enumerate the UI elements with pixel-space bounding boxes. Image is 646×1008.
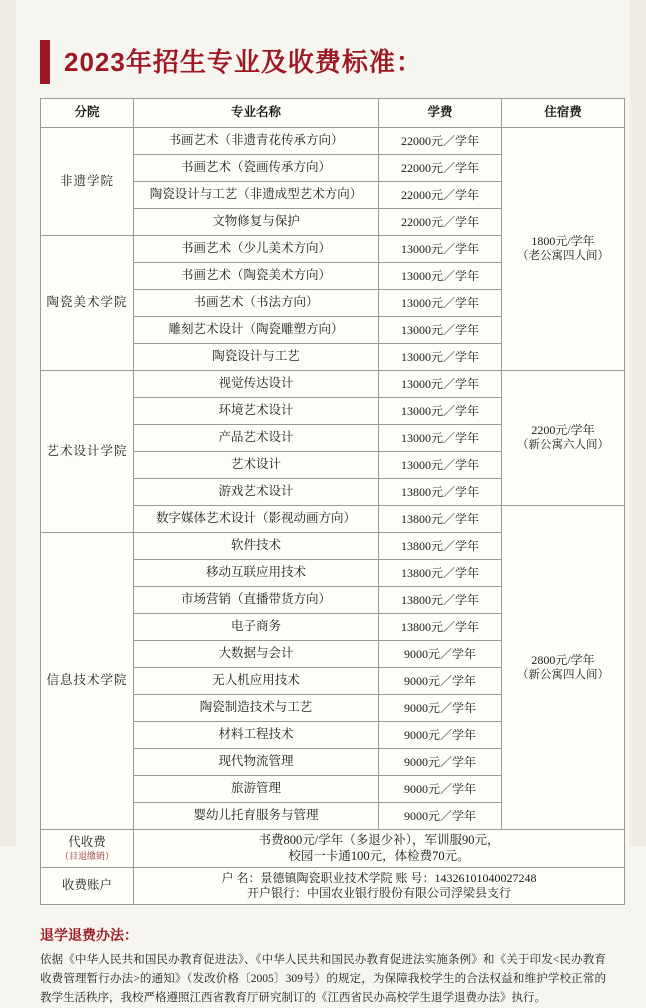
page-edge-left bbox=[0, 0, 16, 846]
major-cell: 无人机应用技术 bbox=[134, 668, 379, 695]
misc-fee-row bbox=[41, 830, 625, 868]
tuition-cell: 13000元／学年 bbox=[379, 317, 502, 344]
major-cell: 文物修复与保护 bbox=[134, 209, 379, 236]
major-cell: 环境艺术设计 bbox=[134, 398, 379, 425]
dept-cell: 艺术设计学院 bbox=[41, 371, 134, 533]
tuition-cell: 13000元／学年 bbox=[379, 290, 502, 317]
misc-fee-content bbox=[134, 830, 625, 868]
tuition-cell: 9000元／学年 bbox=[379, 749, 502, 776]
dorm-price: 2200元/学年 bbox=[531, 423, 595, 438]
refund-policy-section bbox=[40, 925, 606, 1008]
major-cell: 数字媒体艺术设计（影视动画方向） bbox=[134, 506, 379, 533]
major-cell: 旅游管理 bbox=[134, 776, 379, 803]
header-dept: 分院 bbox=[41, 99, 134, 128]
tuition-cell: 22000元／学年 bbox=[379, 209, 502, 236]
tuition-cell: 13000元／学年 bbox=[379, 452, 502, 479]
major-cell: 软件技术 bbox=[134, 533, 379, 560]
major-cell: 书画艺术（瓷画传承方向） bbox=[134, 155, 379, 182]
refund-policy-title: 退学退费办法： bbox=[40, 927, 138, 944]
major-cell: 市场营销（直播带货方向） bbox=[134, 587, 379, 614]
page-title bbox=[40, 0, 606, 98]
dorm-cell bbox=[502, 371, 625, 506]
header-tuition: 学费 bbox=[379, 99, 502, 128]
tuition-cell: 13800元／学年 bbox=[379, 506, 502, 533]
account-line-2: 开户银行：中国农业银行股份有限公司浮梁县支行 bbox=[246, 886, 511, 901]
table-body bbox=[41, 128, 625, 905]
tuition-cell: 9000元／学年 bbox=[379, 668, 502, 695]
major-cell: 游戏艺术设计 bbox=[134, 479, 379, 506]
tuition-cell: 9000元／学年 bbox=[379, 695, 502, 722]
dorm-note: （新公寓四人间） bbox=[517, 668, 609, 681]
major-cell: 陶瓷设计与工艺（非遗成型艺术方向） bbox=[134, 182, 379, 209]
dorm-note: （老公寓四人间） bbox=[517, 250, 609, 263]
tuition-cell: 9000元／学年 bbox=[379, 641, 502, 668]
account-content bbox=[134, 868, 625, 905]
header-dorm: 住宿费 bbox=[502, 99, 625, 128]
misc-fee-line-1: 书费800元/学年（多退少补），军训服90元， bbox=[258, 833, 500, 847]
misc-fee-label bbox=[41, 830, 134, 868]
major-cell: 材料工程技术 bbox=[134, 722, 379, 749]
account-label: 收费账户 bbox=[41, 868, 134, 905]
tuition-cell: 13800元／学年 bbox=[379, 533, 502, 560]
tuition-cell: 13800元／学年 bbox=[379, 479, 502, 506]
title-accent-bar bbox=[40, 40, 50, 84]
tuition-cell: 13000元／学年 bbox=[379, 236, 502, 263]
misc-fee-line-2: 校园一卡通100元，体检费70元。 bbox=[288, 848, 470, 863]
major-cell: 雕刻艺术设计（陶瓷雕塑方向） bbox=[134, 317, 379, 344]
tuition-cell: 13800元／学年 bbox=[379, 560, 502, 587]
major-cell: 书画艺术（陶瓷美术方向） bbox=[134, 263, 379, 290]
tuition-cell: 13000元／学年 bbox=[379, 425, 502, 452]
tuition-cell: 9000元／学年 bbox=[379, 722, 502, 749]
tuition-cell: 13000元／学年 bbox=[379, 344, 502, 371]
major-cell: 移动互联应用技术 bbox=[134, 560, 379, 587]
misc-fee-label-text: 代收费 bbox=[68, 835, 106, 850]
tuition-cell: 22000元／学年 bbox=[379, 155, 502, 182]
account-row bbox=[41, 868, 625, 905]
table-row bbox=[41, 371, 625, 398]
major-cell: 书画艺术（非遗青花传承方向） bbox=[134, 128, 379, 155]
dorm-note: （新公寓六人间） bbox=[517, 439, 609, 452]
page-edge-right bbox=[630, 0, 646, 846]
major-cell: 大数据与会计 bbox=[134, 641, 379, 668]
tuition-cell: 13800元／学年 bbox=[379, 587, 502, 614]
major-cell: 婴幼儿托育服务与管理 bbox=[134, 803, 379, 830]
major-cell: 电子商务 bbox=[134, 614, 379, 641]
tuition-cell: 13000元／学年 bbox=[379, 398, 502, 425]
tuition-cell: 13000元／学年 bbox=[379, 263, 502, 290]
dorm-price: 1800元/学年 bbox=[531, 234, 595, 249]
dept-cell: 非遗学院 bbox=[41, 128, 134, 236]
major-cell: 艺术设计 bbox=[134, 452, 379, 479]
dorm-cell bbox=[502, 128, 625, 371]
major-cell: 陶瓷制造技术与工艺 bbox=[134, 695, 379, 722]
dept-cell: 信息技术学院 bbox=[41, 533, 134, 830]
header-major: 专业名称 bbox=[134, 99, 379, 128]
major-cell: 现代物流管理 bbox=[134, 749, 379, 776]
table-header-row bbox=[41, 99, 625, 128]
title-text: 2023年招生专业及收费标准： bbox=[64, 47, 423, 77]
tuition-cell: 13000元／学年 bbox=[379, 371, 502, 398]
tuition-cell: 9000元／学年 bbox=[379, 803, 502, 830]
dorm-price: 2800元/学年 bbox=[531, 652, 595, 667]
tuition-cell: 22000元／学年 bbox=[379, 182, 502, 209]
tuition-cell: 22000元／学年 bbox=[379, 128, 502, 155]
major-cell: 书画艺术（少儿美术方向） bbox=[134, 236, 379, 263]
misc-fee-sublabel: （目退缴销） bbox=[59, 850, 114, 861]
refund-policy-body: 依据《中华人民共和国民办教育促进法》、《中华人民共和国民办教育促进法实施条例》和《关于印发<民办教育收费管理暂行办法>的通知》（发改价格〔2005〕309号）的规定，为保障我校学生的合法权益和维护学校正常的教学生活秩序，我校严格遵照江西省教育厅研究制订的《江西省民办高校学生退学退费办法》执行。 bbox=[40, 954, 606, 1005]
major-cell: 书画艺术（书法方向） bbox=[134, 290, 379, 317]
account-line-1: 户 名：景德镇陶瓷职业技术学院 账 号：14326101040027248 bbox=[221, 871, 537, 886]
major-cell: 视觉传达设计 bbox=[134, 371, 379, 398]
dept-cell: 陶瓷美术学院 bbox=[41, 236, 134, 371]
tuition-cell: 9000元／学年 bbox=[379, 776, 502, 803]
tuition-cell: 13800元／学年 bbox=[379, 614, 502, 641]
table-row bbox=[41, 128, 625, 155]
fee-table bbox=[40, 98, 625, 905]
major-cell: 陶瓷设计与工艺 bbox=[134, 344, 379, 371]
major-cell: 产品艺术设计 bbox=[134, 425, 379, 452]
dorm-cell bbox=[502, 506, 625, 830]
